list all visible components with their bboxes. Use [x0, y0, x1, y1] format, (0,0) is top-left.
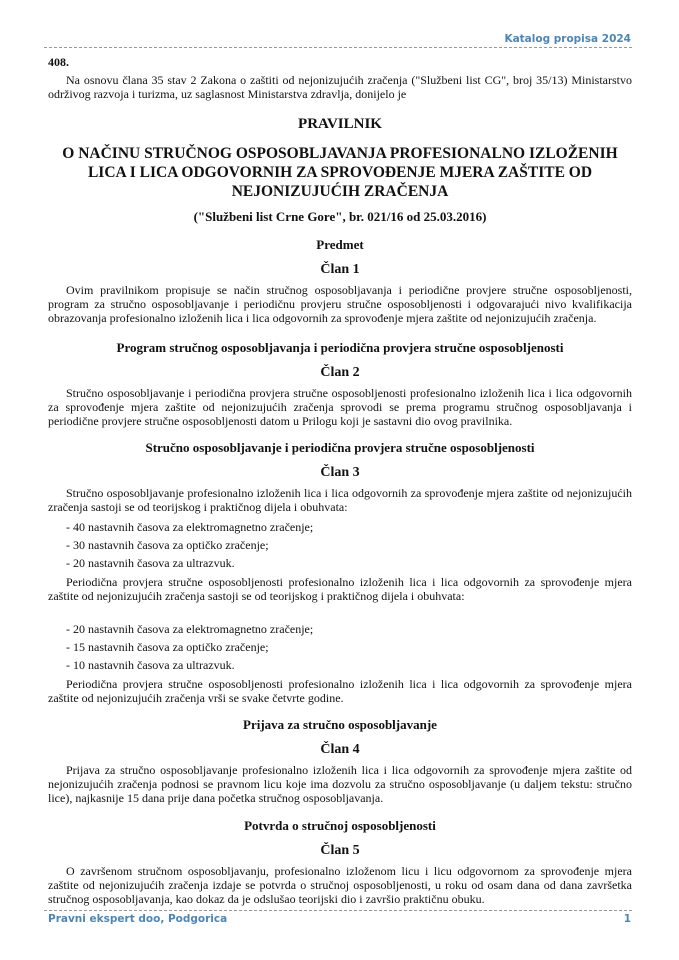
page-number: 1 [623, 913, 631, 925]
section-heading: Stručno osposobljavanje i periodična provjera stručne osposobljenosti [145, 440, 535, 455]
header-divider [44, 47, 632, 48]
article-paragraph: Ovim pravilnikom propisuje se način stručnog osposobljavanja i periodične provjere stručne osposobljenosti, program za stručno osposobljavanje i periodičnu provjeru stručne osposobljenosti i odgovarajući nivo kvalifikacija obrazovanja profesionalno izloženih lica i lica odgovornih za sprovođenje mjera zaštite od nejonizujućih zračenja. [48, 283, 632, 325]
article-paragraph: Periodična provjera stručne osposobljenosti profesionalno izloženih lica i lica odgovornih za sprovođenje mjera zaštite od nejonizujućih zračenja sastoji se od teorijskog i praktičnog dijela i obuhvata: [48, 575, 632, 603]
article-paragraph: Prijava za stručno osposobljavanje profesionalno izloženih lica i lica odgovornih za sprovođenje mjera zaštite od nejonizujućih zračenja podnosi se pravnom licu koje ima dozvolu za stručno osposobljavanje (u daljem tekstu: stručno lice), najkasnije 15 dana prije dana početka stručnog osposobljavanja. [48, 763, 632, 805]
footer-publisher: Pravni ekspert doo, Podgorica [48, 913, 228, 925]
article-paragraph: O završenom stručnom osposobljavanju, profesionalno izloženom licu i licu odgovornom za sprovođenje mjera zaštite od nejonizujućih zračenja izdaje se potvrda o stručnoj osposobljenosti, u roku od osam dana od dana završetka stručnog osposobljavanja, kao dokaz da je odslušao teorijski dio i završio praktičnu obuku. [48, 864, 632, 906]
document-number: 408. [48, 55, 69, 69]
article-heading: Član 1 [320, 262, 360, 277]
section-heading: Program stručnog osposobljavanja i periodična provjera stručne osposobljenosti [116, 340, 564, 355]
document-title: O NAČINU STRUČNOG OSPOSOBLJAVANJA PROFESIONALNO IZLOŽENIH LICA I LICA ODGOVORNIH ZA SPROVOĐENJE MJERA ZAŠTITE OD NEJONIZUJUĆIH ZRAČENJA [62, 145, 618, 200]
footer-divider [44, 910, 632, 911]
hours-list [48, 518, 632, 572]
document-type: PRAVILNIK [298, 116, 382, 132]
article-paragraph: Stručno osposobljavanje i periodična provjera stručne osposobljenosti profesionalno izloženih lica i lica odgovornih za sprovođenje mjera zaštite od nejonizujućih zračenja sprovodi se prema programu stručnog osposobljavanja i periodične provjere stručne osposobljenosti datom u Prilogu koji je sastavni dio ovog pravilnika. [48, 386, 632, 428]
citation: ("Službeni list Crne Gore", br. 021/16 od 25.03.2016) [193, 209, 487, 224]
list-item: - 40 nastavnih časova za elektromagnetno zračenje; [66, 520, 314, 534]
article-heading: Član 5 [320, 843, 360, 858]
intro-paragraph: Na osnovu člana 35 stav 2 Zakona o zaštiti od nejonizujućih zračenja ("Službeni list CG", broj 35/13) Ministarstvo održivog razvoja i turizma, uz saglasnost Ministarstva zdravlja, donijelo je [48, 73, 632, 101]
section-heading: Potvrda o stručnoj osposobljenosti [244, 818, 436, 833]
article-paragraph: Stručno osposobljavanje profesionalno izloženih lica i lica odgovornih za sprovođenje mjera zaštite od nejonizujućih zračenja sastoji se od teorijskog i praktičnog dijela i obuhvata: [48, 486, 632, 514]
list-item: - 30 nastavnih časova za optičko zračenje; [66, 538, 269, 552]
catalog-header: Katalog propisa 2024 [504, 33, 631, 45]
list-item: - 20 nastavnih časova za ultrazvuk. [66, 556, 235, 570]
list-item: - 15 nastavnih časova za optičko zračenje; [66, 640, 269, 654]
article-paragraph: Periodična provjera stručne osposobljenosti profesionalno izloženih lica i lica odgovornih za sprovođenje mjera zaštite od nejonizujućih zračenja vrši se svake četvrte godine. [48, 677, 632, 705]
list-item: - 10 nastavnih časova za ultrazvuk. [66, 658, 235, 672]
list-item: - 20 nastavnih časova za elektromagnetno zračenje; [66, 622, 314, 636]
hours-list [48, 620, 632, 674]
article-heading: Član 3 [320, 465, 360, 480]
section-heading: Predmet [316, 237, 364, 252]
article-heading: Član 2 [320, 365, 360, 380]
section-heading: Prijava za stručno osposobljavanje [243, 717, 437, 732]
article-heading: Član 4 [320, 742, 360, 757]
